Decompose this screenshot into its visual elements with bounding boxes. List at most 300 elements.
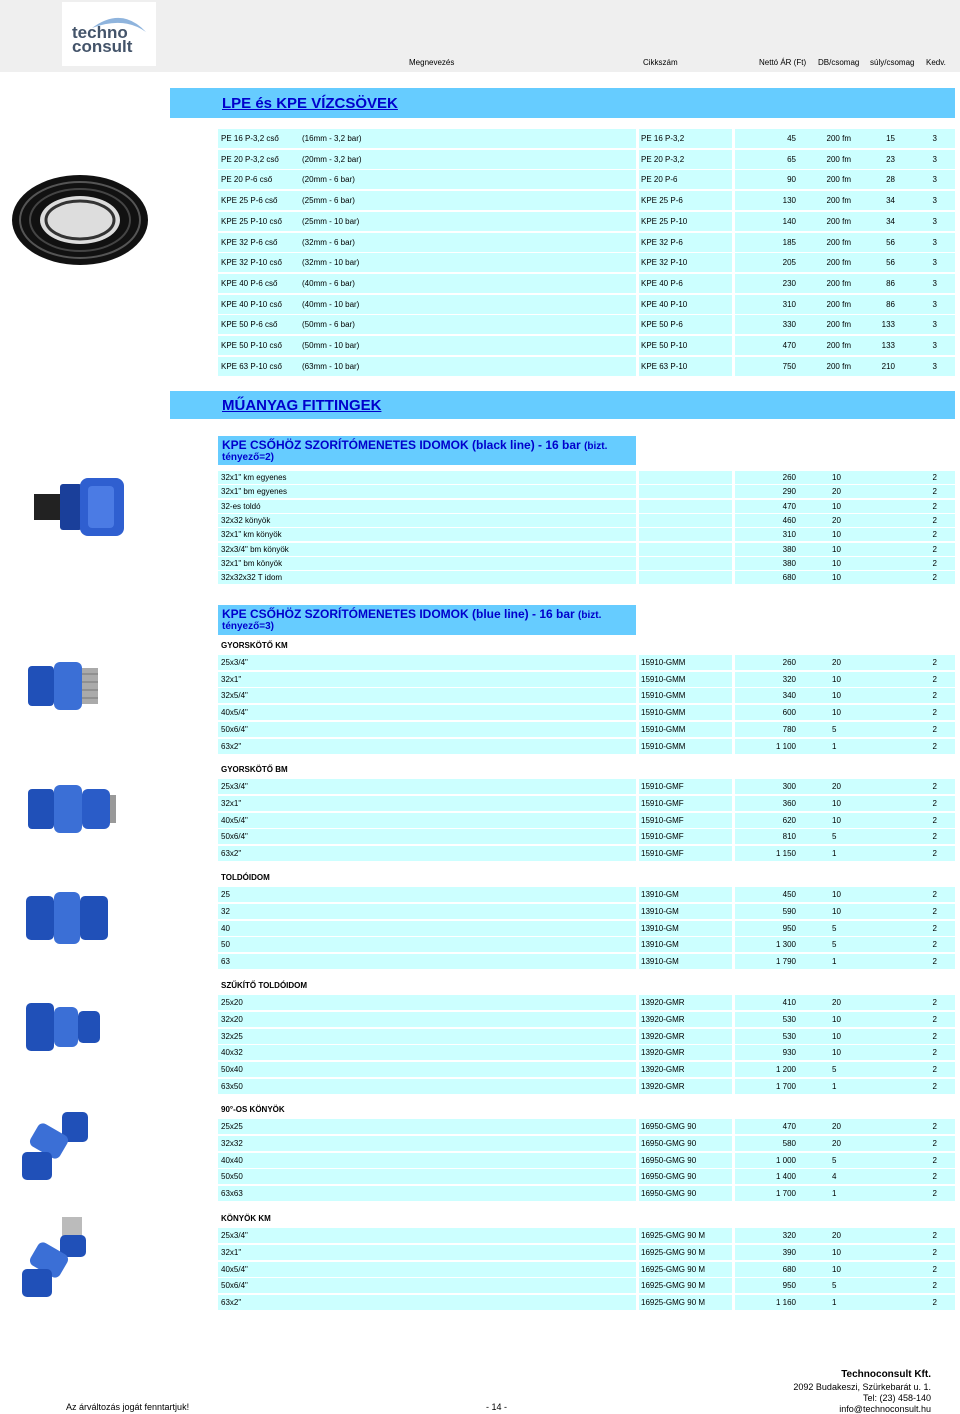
cell-background: [218, 1062, 636, 1077]
pack-quantity: 5: [832, 940, 837, 950]
pack-quantity: 1: [832, 741, 837, 751]
discount: 2: [932, 1122, 937, 1131]
cell-background: [218, 813, 636, 828]
product-name: KPE 63 P-10 cső: [221, 361, 282, 371]
cell-background: [735, 796, 955, 811]
subsection-black-line: [218, 436, 636, 465]
cell-background: [639, 485, 732, 498]
product-name: 63: [221, 957, 230, 967]
table-row: [218, 739, 955, 754]
pack-weight: 34: [886, 216, 895, 226]
discount: 3: [932, 175, 937, 185]
pipe-coil-image: [6, 165, 154, 280]
cell-background: [218, 191, 636, 210]
discount: 3: [932, 154, 937, 164]
pack-quantity: 20: [832, 998, 841, 1007]
table-row: [218, 1169, 955, 1184]
footer-tel: Tel: (23) 458-140: [862, 1393, 931, 1403]
discount: 2: [932, 691, 937, 701]
pack-quantity: 10: [832, 674, 841, 684]
article-code: KPE 32 P-6: [641, 237, 683, 247]
table-row: [218, 705, 955, 720]
product-size: (50mm - 10 bar): [302, 341, 360, 350]
net-price: 260: [782, 658, 796, 667]
pack-quantity: 200 fm: [826, 258, 851, 268]
discount: 2: [932, 741, 937, 751]
cell-background: [218, 1029, 636, 1044]
product-name: 40x5/4": [221, 708, 248, 718]
discount: 2: [932, 558, 937, 568]
cell-background: [735, 1262, 955, 1277]
article-code: 13910-GM: [641, 923, 679, 933]
cell-background: [218, 722, 636, 737]
cell-background: [639, 571, 732, 584]
product-size: (25mm - 10 bar): [302, 216, 360, 226]
section-title-pipes-text: LPE és KPE VÍZCSÖVEK: [222, 95, 398, 112]
table-row: [218, 253, 955, 272]
product-name: PE 20 P-6 cső: [221, 175, 273, 185]
cell-background: [735, 514, 955, 527]
net-price: 320: [782, 674, 796, 684]
product-name: 25x3/4": [221, 1231, 248, 1240]
table-row: [218, 995, 955, 1010]
cell-background: [218, 129, 636, 148]
net-price: 750: [782, 361, 796, 371]
article-code: KPE 25 P-10: [641, 216, 688, 226]
black-fitting-image: [30, 468, 140, 553]
pack-weight: 86: [886, 278, 895, 288]
product-name: 63x63: [221, 1189, 243, 1199]
cell-background: [735, 995, 955, 1010]
article-code: 13920-GMR: [641, 1031, 685, 1041]
table-row: [218, 722, 955, 737]
net-price: 360: [782, 798, 796, 808]
discount: 2: [932, 1172, 937, 1182]
pack-quantity: 20: [832, 487, 841, 497]
cell-background: [218, 796, 636, 811]
group-label: GYORSKÖTŐ BM: [221, 765, 288, 774]
net-price: 470: [782, 1122, 796, 1131]
table-row: [218, 212, 955, 231]
article-code: 13920-GMR: [641, 1065, 685, 1075]
net-price: 470: [782, 341, 796, 350]
cell-background: [735, 500, 955, 513]
cell-background: [735, 813, 955, 828]
product-name: 32x32x32 T idom: [221, 573, 283, 583]
net-price: 380: [782, 558, 796, 568]
product-name: KPE 32 P-10 cső: [221, 258, 282, 268]
product-name: KPE 40 P-10 cső: [221, 299, 282, 309]
article-code: 15910-GMF: [641, 815, 684, 825]
footer-disclaimer: Az árváltozás jogát fenntartjuk!: [66, 1402, 190, 1412]
table-row: [218, 1262, 955, 1277]
table-row: [218, 688, 955, 703]
article-code: PE 20 P-6: [641, 175, 678, 185]
pack-quantity: 10: [832, 544, 841, 554]
table-row: [218, 1186, 955, 1201]
footer-company: Technoconsult Kft.: [841, 1369, 931, 1380]
cell-background: [735, 887, 955, 902]
article-code: 13920-GMR: [641, 1048, 685, 1058]
pack-quantity: 1: [832, 1189, 837, 1199]
net-price: 930: [782, 1048, 796, 1058]
table-row: [218, 274, 955, 293]
article-code: 13910-GM: [641, 940, 679, 950]
footer-page-number: - 14 -: [486, 1402, 508, 1412]
product-size: (32mm - 10 bar): [302, 258, 360, 268]
cell-background: [218, 1295, 636, 1310]
group-label: TOLDÓIDOM: [221, 873, 270, 882]
pack-quantity: 200 fm: [826, 154, 851, 164]
net-price: 380: [782, 544, 796, 554]
table-row: [218, 514, 955, 527]
pack-quantity: 200 fm: [826, 320, 851, 330]
product-size: (32mm - 6 bar): [302, 237, 355, 247]
table-row: [218, 846, 955, 861]
product-name: 50: [221, 940, 230, 950]
net-price: 140: [782, 216, 796, 226]
cell-background: [218, 1012, 636, 1027]
discount: 3: [932, 134, 937, 143]
column-header-discount: Kedv.: [926, 58, 946, 67]
article-code: 15910-GMM: [641, 741, 686, 751]
net-price: 780: [782, 724, 796, 734]
pack-weight: 133: [881, 320, 895, 330]
article-code: PE 20 P-3,2: [641, 154, 685, 164]
table-row: [218, 1245, 955, 1260]
cell-background: [735, 543, 955, 556]
table-row: [218, 796, 955, 811]
article-code: 13910-GM: [641, 890, 679, 899]
discount: 2: [932, 815, 937, 825]
article-code: 15910-GMF: [641, 798, 684, 808]
subsection-black-line-title: KPE CSŐHÖZ SZORÍTÓMENETES IDOMOK (black line) - 16 bar (bizt.: [222, 438, 608, 452]
net-price: 460: [782, 515, 796, 525]
pack-quantity: 10: [832, 815, 841, 825]
cell-background: [735, 1228, 955, 1243]
cell-background: [218, 779, 636, 794]
section-title-fittings: [170, 391, 955, 419]
net-price: 320: [782, 1231, 796, 1240]
table-row: [218, 129, 955, 148]
cell-background: [735, 1278, 955, 1293]
cell-background: [735, 485, 955, 498]
discount: 2: [932, 1298, 937, 1308]
cell-background: [639, 557, 732, 570]
table-row: [218, 500, 955, 513]
article-code: 15910-GMM: [641, 674, 686, 684]
discount: 2: [932, 1231, 937, 1240]
product-name: KPE 32 P-6 cső: [221, 237, 278, 247]
product-size: (40mm - 10 bar): [302, 299, 360, 309]
table-row: [218, 357, 955, 376]
article-code: 16950-GMG 90: [641, 1189, 697, 1199]
footer-email: info@technoconsult.hu: [839, 1404, 931, 1414]
product-name: 25x3/4": [221, 782, 248, 791]
product-name: KPE 40 P-6 cső: [221, 278, 278, 288]
table-row: [218, 672, 955, 687]
pack-quantity: 20: [832, 1122, 841, 1131]
group-label: KÖNYÖK KM: [221, 1214, 271, 1223]
article-code: 13910-GM: [641, 906, 679, 916]
section-title-pipes: [170, 88, 955, 118]
discount: 2: [932, 1138, 937, 1148]
net-price: 185: [782, 237, 796, 247]
cell-background: [735, 937, 955, 952]
net-price: 290: [782, 487, 796, 497]
product-name: 32x1" km könyök: [221, 530, 282, 540]
pack-weight: 15: [886, 134, 895, 143]
product-name: 32-es toldó: [221, 501, 261, 511]
product-name: 32x1" bm egyenes: [221, 487, 287, 497]
cell-background: [218, 954, 636, 969]
product-name: 63x50: [221, 1082, 243, 1091]
product-name: 32x1": [221, 798, 242, 808]
pack-quantity: 10: [832, 473, 841, 482]
net-price: 310: [782, 299, 796, 309]
cell-background: [218, 672, 636, 687]
net-price: 590: [782, 906, 796, 916]
cell-background: [735, 846, 955, 861]
table-row: [218, 1029, 955, 1044]
column-header-code: Cikkszám: [643, 58, 678, 67]
table-row: [218, 813, 955, 828]
product-size: (25mm - 6 bar): [302, 196, 355, 206]
net-price: 260: [782, 473, 796, 482]
product-name: 32x5/4": [221, 691, 248, 701]
product-name: 63x2": [221, 1298, 242, 1308]
discount: 2: [932, 1189, 937, 1199]
product-size: (20mm - 6 bar): [302, 175, 355, 185]
pack-quantity: 10: [832, 1014, 841, 1024]
cell-background: [218, 1278, 636, 1293]
product-size: (63mm - 10 bar): [302, 361, 360, 371]
table-row: [218, 315, 955, 334]
cell-background: [639, 528, 732, 541]
product-name: 32x1" bm könyök: [221, 558, 283, 568]
fitting-image: [22, 1217, 122, 1304]
table-row: [218, 1228, 955, 1243]
net-price: 310: [782, 530, 796, 540]
discount: 2: [932, 487, 937, 497]
net-price: 530: [782, 1031, 796, 1041]
net-price: 810: [782, 832, 796, 842]
cell-background: [639, 500, 732, 513]
pack-quantity: 1: [832, 1298, 837, 1308]
fitting-image: [22, 999, 122, 1086]
product-name: 40x5/4": [221, 1264, 248, 1274]
discount: 3: [932, 278, 937, 288]
table-row: [218, 1012, 955, 1027]
discount: 2: [932, 957, 937, 967]
product-name: KPE 50 P-10 cső: [221, 341, 282, 350]
cell-background: [735, 1136, 955, 1151]
table-row: [218, 1045, 955, 1060]
article-code: 13920-GMR: [641, 1014, 685, 1024]
discount: 3: [932, 258, 937, 268]
cell-background: [218, 1169, 636, 1184]
discount: 2: [932, 473, 937, 482]
pack-weight: 86: [886, 299, 895, 309]
product-name: 40x5/4": [221, 815, 248, 825]
net-price: 950: [782, 923, 796, 933]
discount: 2: [932, 1281, 937, 1291]
discount: 2: [932, 1048, 937, 1058]
product-name: 32x32 könyök: [221, 515, 271, 525]
table-row: [218, 779, 955, 794]
table-row: [218, 295, 955, 314]
section-title-fittings-text: MŰANYAG FITTINGEK: [222, 397, 382, 414]
discount: 2: [932, 782, 937, 791]
cell-background: [218, 937, 636, 952]
net-price: 450: [782, 890, 796, 899]
discount: 2: [932, 724, 937, 734]
cell-background: [735, 904, 955, 919]
net-price: 390: [782, 1247, 796, 1257]
article-code: KPE 50 P-10: [641, 341, 688, 350]
pack-quantity: 200 fm: [826, 299, 851, 309]
group-label: 90°-OS KÖNYÖK: [221, 1105, 285, 1114]
net-price: 230: [782, 278, 796, 288]
net-price: 90: [787, 175, 796, 185]
net-price: 45: [787, 134, 796, 143]
pack-quantity: 4: [832, 1172, 837, 1182]
table-row: [218, 336, 955, 355]
product-size: (20mm - 3,2 bar): [302, 154, 362, 164]
table-row: [218, 904, 955, 919]
product-name: 50x40: [221, 1065, 243, 1075]
pack-quantity: 10: [832, 1048, 841, 1058]
net-price: 130: [782, 196, 796, 206]
product-name: PE 20 P-3,2 cső: [221, 154, 279, 164]
fitting-image: [22, 781, 122, 868]
table-row: [218, 471, 955, 484]
discount: 2: [932, 1014, 937, 1024]
pack-quantity: 20: [832, 1138, 841, 1148]
pack-quantity: 20: [832, 1231, 841, 1240]
net-price: 410: [782, 998, 796, 1007]
cell-background: [735, 1012, 955, 1027]
cell-background: [639, 543, 732, 556]
discount: 3: [932, 341, 937, 350]
discount: 2: [932, 1247, 937, 1257]
cell-background: [735, 1245, 955, 1260]
cell-background: [735, 528, 955, 541]
net-price: 1 790: [775, 957, 796, 967]
cell-background: [218, 887, 636, 902]
table-row: [218, 954, 955, 969]
group-label: SZŰKÍTŐ TOLDÓIDOM: [221, 981, 308, 990]
pack-quantity: 1: [832, 849, 837, 859]
cell-background: [735, 705, 955, 720]
product-name: 32x25: [221, 1031, 243, 1041]
discount: 2: [932, 708, 937, 718]
cell-background: [218, 995, 636, 1010]
discount: 2: [932, 530, 937, 540]
cell-background: [218, 688, 636, 703]
cell-background: [735, 829, 955, 844]
cell-background: [735, 722, 955, 737]
table-row: [218, 233, 955, 252]
product-name: 25x25: [221, 1122, 243, 1131]
article-code: 16950-GMG 90: [641, 1122, 697, 1131]
pack-quantity: 10: [832, 906, 841, 916]
column-header-pack: DB/csomag: [818, 58, 860, 67]
pack-quantity: 5: [832, 1281, 837, 1291]
table-row: [218, 571, 955, 584]
pack-quantity: 10: [832, 890, 841, 899]
logo-text-line2: consult: [72, 37, 133, 56]
article-code: 16925-GMG 90 M: [641, 1298, 706, 1308]
net-price: 1 300: [775, 940, 796, 950]
article-code: 16950-GMG 90: [641, 1138, 697, 1148]
article-code: 13920-GMR: [641, 998, 685, 1007]
article-code: 15910-GMF: [641, 849, 684, 859]
subsection-blue-line-title2: tényező=3): [222, 621, 274, 632]
net-price: 620: [782, 815, 796, 825]
cell-background: [218, 1186, 636, 1201]
product-name: KPE 50 P-6 cső: [221, 320, 278, 330]
cell-background: [218, 1262, 636, 1277]
product-name: 50x6/4": [221, 832, 248, 842]
cell-background: [735, 571, 955, 584]
cell-background: [218, 904, 636, 919]
product-name: 32x1": [221, 1247, 242, 1257]
discount: 3: [932, 299, 937, 309]
cell-background: [218, 829, 636, 844]
group-label: GYORSKÖTŐ KM: [221, 641, 288, 650]
product-name: 32x3/4" bm könyök: [221, 544, 289, 554]
pack-quantity: 10: [832, 708, 841, 718]
product-size: (40mm - 6 bar): [302, 278, 355, 288]
cell-background: [218, 655, 636, 670]
product-size: (50mm - 6 bar): [302, 320, 355, 330]
table-row: [218, 543, 955, 556]
discount: 2: [932, 849, 937, 859]
article-code: KPE 25 P-6: [641, 196, 683, 206]
pack-quantity: 10: [832, 501, 841, 511]
pack-quantity: 5: [832, 1155, 837, 1165]
pack-quantity: 10: [832, 798, 841, 808]
article-code: KPE 40 P-10: [641, 299, 688, 309]
cell-background: [735, 672, 955, 687]
net-price: 205: [782, 258, 796, 268]
product-name: 32: [221, 906, 230, 916]
product-name: 25: [221, 890, 230, 899]
table-row: [218, 887, 955, 902]
cell-background: [735, 1062, 955, 1077]
table-row: [218, 1295, 955, 1310]
discount: 2: [932, 1264, 937, 1274]
net-price: 580: [782, 1138, 796, 1148]
article-code: 16925-GMG 90 M: [641, 1247, 706, 1257]
table-row: [218, 921, 955, 936]
cell-background: [735, 471, 955, 484]
table-row: [218, 937, 955, 952]
column-header-weight: súly/csomag: [870, 58, 915, 67]
product-name: 32x1" km egyenes: [221, 473, 287, 482]
product-name: 40: [221, 923, 230, 933]
article-code: 13910-GM: [641, 957, 679, 967]
discount: 2: [932, 1031, 937, 1041]
discount: 2: [932, 890, 937, 899]
article-code: 15910-GMM: [641, 708, 686, 718]
discount: 2: [932, 515, 937, 525]
pack-quantity: 200 fm: [826, 341, 851, 350]
net-price: 530: [782, 1014, 796, 1024]
cell-background: [735, 1079, 955, 1094]
discount: 2: [932, 923, 937, 933]
